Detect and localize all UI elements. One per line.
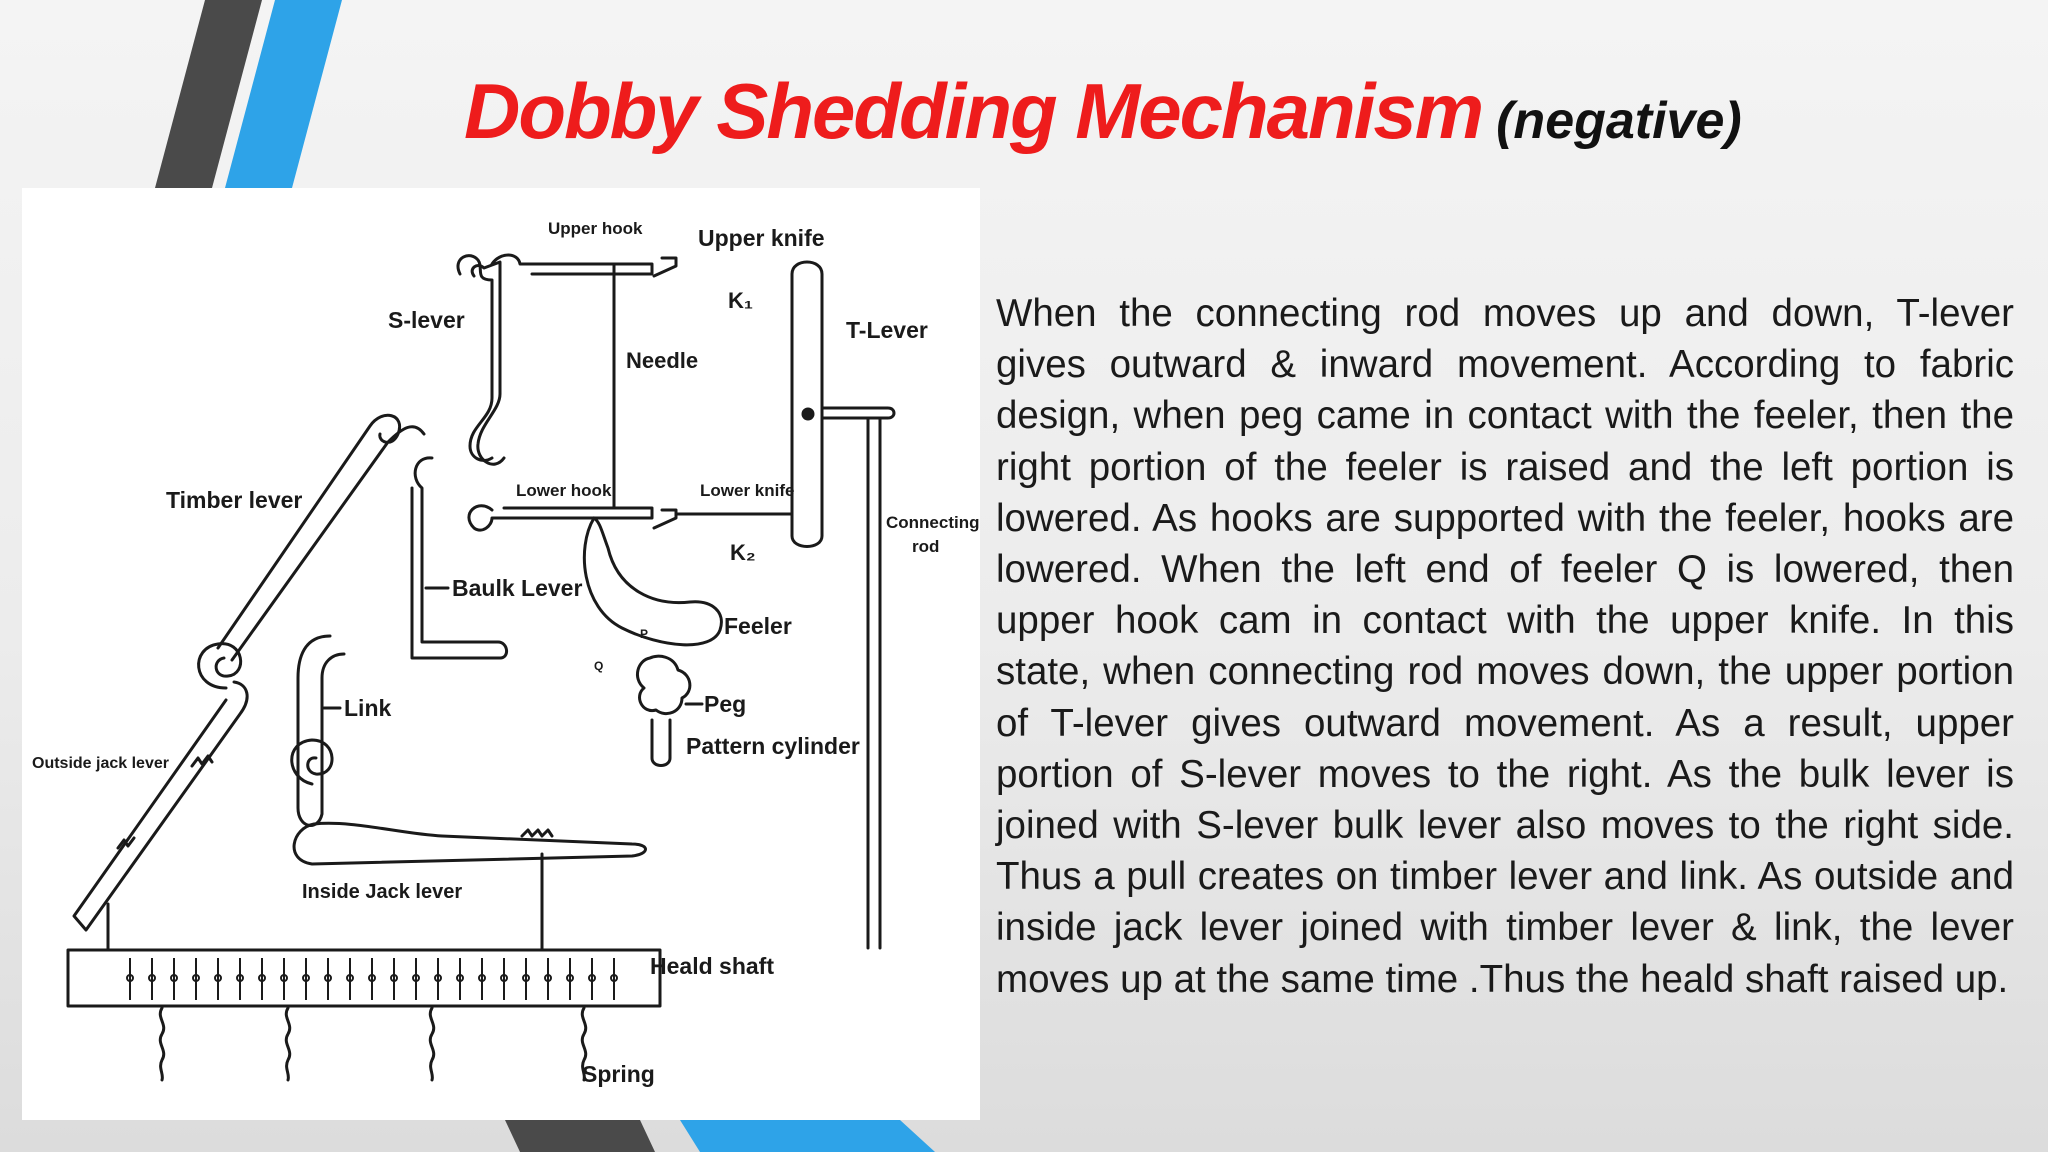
heald-shaft-rect xyxy=(68,950,660,1006)
label-needle: Needle xyxy=(626,348,699,373)
dark-stripe-bottom xyxy=(505,1120,655,1152)
t-lever-arm xyxy=(822,408,894,418)
label-upper-knife: Upper knife xyxy=(698,225,825,251)
inside-jack-lever-teeth xyxy=(522,830,552,836)
label-s-lever: S-lever xyxy=(388,307,465,333)
label-p: P xyxy=(640,627,649,641)
upper-knife-shape xyxy=(654,258,676,276)
spring-2 xyxy=(286,1008,289,1080)
label-heald-shaft: Heald shaft xyxy=(650,953,774,979)
label-k1: K₁ xyxy=(728,288,753,313)
t-lever-pivot xyxy=(803,409,813,419)
s-lever-shape xyxy=(458,256,492,461)
blue-stripe-top xyxy=(225,0,342,188)
title-subtitle: (negative) xyxy=(1496,92,1742,150)
blue-stripe-bottom xyxy=(680,1120,935,1152)
timber-lever-shape xyxy=(218,415,424,660)
t-lever-shape xyxy=(792,262,822,547)
label-lower-knife: Lower knife xyxy=(700,481,795,500)
label-q: Q xyxy=(594,659,604,673)
label-t-lever: T-Lever xyxy=(846,317,928,343)
dobby-diagram xyxy=(22,188,980,1120)
outside-jack-lever-shape xyxy=(74,682,247,930)
label-timber-lever: Timber lever xyxy=(166,487,303,513)
label-upper-hook: Upper hook xyxy=(548,219,643,238)
body-paragraph: When the connecting rod moves up and down, T-lever gives outward & inward movement. According to fabric design, when peg came in contact with the feeler, then the right portion of the feeler is raised and the left portion is lowered. As hooks are supported with the feeler, hooks are lowered. When the left end of feeler Q is lowered, then upper hook cam in contact with the upper knife. In this state, when connecting rod moves down, the upper portion of T-lever gives outward movement. As a result, upper portion of S-lever moves to the right. As the bulk lever is joined with S-lever bulk lever also moves to the right side. Thus a pull creates on timber lever and link. As outside and inside jack lever joined with timber lever & link, the lever moves up at the same time .Thus the heald shaft raised up. xyxy=(996,292,2014,1001)
link-shape xyxy=(298,636,344,825)
label-k2: K₂ xyxy=(730,540,756,565)
lower-hook-shape xyxy=(469,506,652,530)
baulk-lever-shape xyxy=(412,458,507,658)
heald-eyes xyxy=(127,958,617,1000)
spring-3 xyxy=(430,1008,433,1080)
label-inside-jack-lever: Inside Jack lever xyxy=(302,881,463,903)
slide-title xyxy=(464,66,1764,166)
spring-1 xyxy=(160,1008,163,1080)
dobby-diagram-drawing xyxy=(22,188,980,1120)
peg-shape xyxy=(637,656,689,713)
dark-stripe-top xyxy=(155,0,262,188)
label-connecting-rod-1: Connecting xyxy=(886,513,980,532)
title-main: Dobby Shedding Mechanism xyxy=(464,67,1483,155)
label-connecting-rod-2: rod xyxy=(912,537,940,556)
lower-knife-shape xyxy=(654,510,792,528)
label-baulk-lever: Baulk Lever xyxy=(452,575,583,601)
label-pattern-cylinder: Pattern cylinder xyxy=(686,733,860,759)
s-lever-shape-2 xyxy=(472,262,504,464)
label-lower-hook: Lower hook xyxy=(516,481,612,500)
label-peg: Peg xyxy=(704,691,747,717)
inside-jack-lever-shape xyxy=(294,823,645,864)
feeler-shape xyxy=(584,518,721,645)
label-outside-jack-lever: Outside jack lever xyxy=(32,755,169,772)
label-link: Link xyxy=(344,695,392,721)
pattern-cylinder-shape xyxy=(652,720,670,766)
label-spring: Spring xyxy=(582,1061,655,1087)
label-feeler: Feeler xyxy=(724,613,792,639)
upper-hook-shape xyxy=(492,255,652,274)
